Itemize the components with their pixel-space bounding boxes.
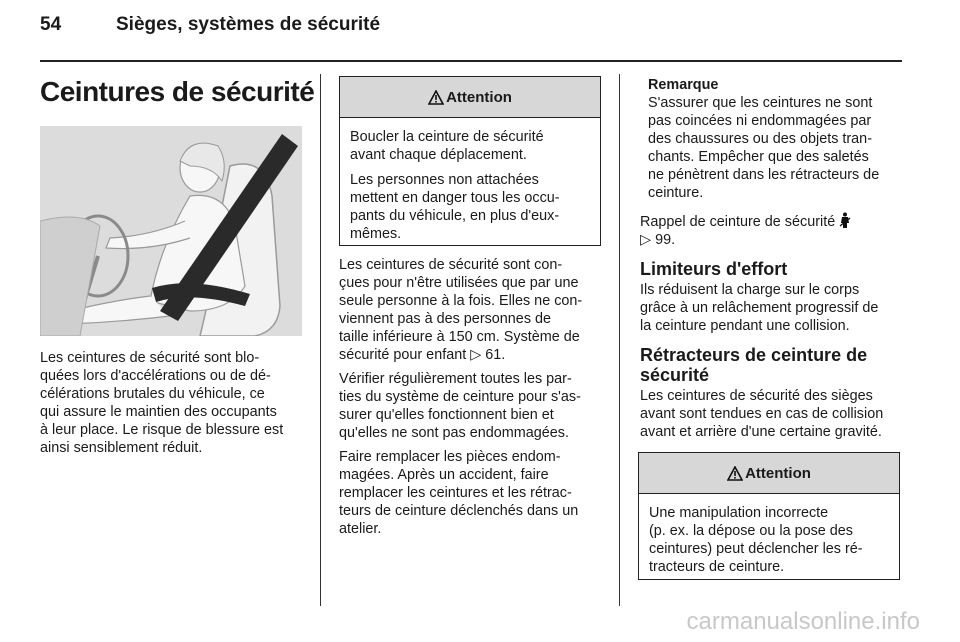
column-divider-1: [320, 74, 321, 606]
attention-label: Attention: [446, 88, 512, 106]
seatbelt-illustration: [40, 126, 302, 336]
attention-box-2: [638, 452, 900, 580]
col2-paragraph-2: Vérifier régulièrement toutes les par- ties du système de ceinture pour s'as- surer qu'elles fonctionnent bien et qu'elles ne sont pas endommagées.: [339, 371, 581, 441]
limiters-text: Ils réduisent la charge sur le corps grâce à un relâchement progressif de la ceinture pendant une collision.: [640, 282, 879, 334]
warning-triangle-icon: [727, 466, 743, 481]
attention-label: Attention: [745, 464, 811, 482]
col2-paragraph-3: Faire remplacer les pièces endom- magées. Après un accident, faire remplacer les ceintures et les rétrac- teurs de ceinture déclenchés dans un atelier.: [339, 449, 579, 537]
seatbelt-icon: [839, 212, 851, 228]
page-reference-link[interactable]: 99.: [655, 232, 676, 248]
attention-header: [340, 77, 600, 118]
col1-paragraph: Les ceintures de sécurité sont blo- quées lors d'accélérations ou de dé- célérations brutales du véhicule, ce qui assure le maintien des occupants à leur place. Le risque de blessure est ainsi sensiblement réduit.: [40, 350, 284, 456]
page-number: 54: [40, 14, 62, 35]
section-title: Ceintures de sécurité: [40, 76, 315, 107]
note-title: Remarque: [648, 77, 719, 93]
subheading-retractors: Rétracteurs de ceinture de sécurité: [640, 345, 868, 385]
attention-header: [639, 453, 899, 494]
watermark: carmanualsonline.info: [686, 608, 920, 635]
page-reference-link[interactable]: 61.: [485, 347, 506, 363]
belt-reminder-text: Rappel de ceinture de sécurité: [640, 214, 840, 230]
chapter-title: Sièges, systèmes de sécurité: [116, 14, 381, 35]
attention-text-2: Les personnes non attachées mettent en danger tous les occu- pants du véhicule, en plus d'eux- mêmes.: [350, 172, 560, 242]
col2-paragraph-1: Les ceintures de sécurité sont con- çues pour n'être utilisées que par une seule personne à la fois. Elles ne con- viennent pas à des personnes de taille inférieure à 150 cm. Système de sécurité pour enfant: [339, 257, 583, 363]
attention-box-1: [339, 76, 601, 246]
header-rule: [40, 60, 902, 62]
reference-arrow-icon: ▷: [640, 232, 656, 248]
note-text: S'assurer que les ceintures ne sont pas coincées ni endommagées par des chaussures ou des objets tran- chants. Empêcher que des saletés ne pénètrent dans les rétracteurs de ceinture.: [648, 95, 880, 201]
retractors-text: Les ceintures de sécurité des sièges avant sont tendues en cas de collision avant et arrière d'une certaine gravité.: [640, 388, 884, 440]
reference-arrow-icon: ▷: [470, 347, 486, 363]
warning-triangle-icon: [428, 90, 444, 105]
attention-text-1: Boucler la ceinture de sécurité avant chaque déplacement.: [350, 129, 544, 163]
attention-text: Une manipulation incorrecte (p. ex. la dépose ou la pose des ceintures) peut déclencher les ré- tracteurs de ceinture.: [649, 505, 863, 575]
column-divider-2: [619, 74, 620, 606]
subheading-limiters: Limiteurs d'effort: [640, 259, 788, 279]
